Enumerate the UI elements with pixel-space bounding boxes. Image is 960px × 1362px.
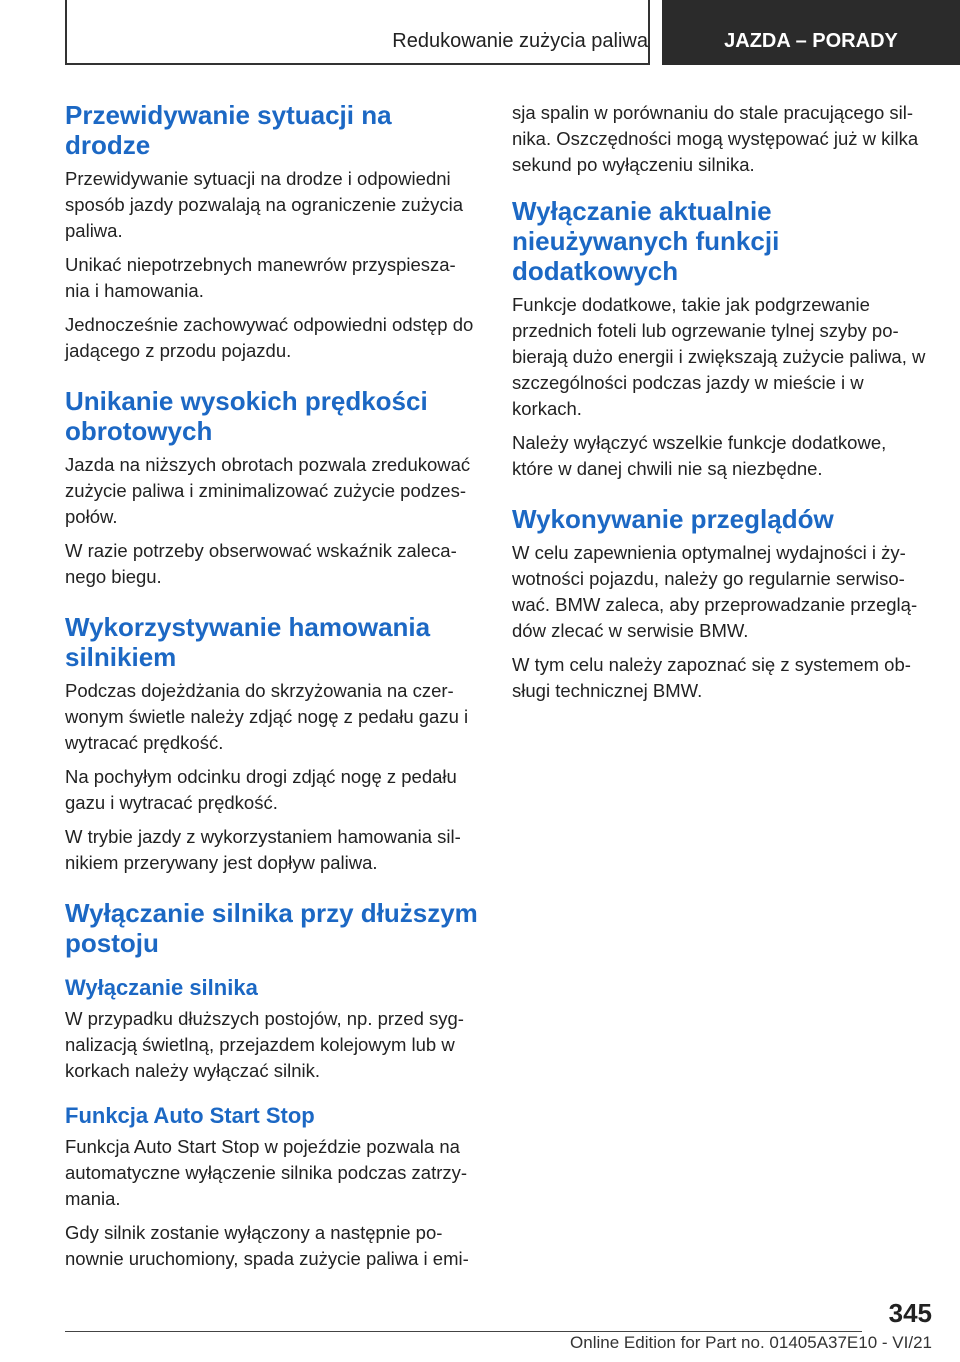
paragraph: Funkcja Auto Start Stop w pojeździe pozwala na automatyczne wyłączenie silnika podczas zatrzy-mania. <box>65 1136 468 1209</box>
subheading-auto-start-stop: Funkcja Auto Start Stop <box>65 1103 315 1128</box>
right-column <box>512 100 932 712</box>
paragraph: W tym celu należy zapoznać się z systemem ob-sługi technicznej BMW. <box>512 654 911 701</box>
paragraph: W razie potrzeby obserwować wskaźnik zaleca-nego biegu. <box>65 540 457 587</box>
paragraph: W celu zapewnienia optymalnej wydajności i ży-wotności pojazdu, należy go regularnie serwiso-wać. BMW zaleca, aby przeprowadzanie przeglą-dów zlecać w serwisie BMW. <box>512 542 918 641</box>
heading-engine-off: Wyłączanie silnika przy dłuższym postoju <box>65 898 478 958</box>
paragraph: Unikać niepotrzebnych manewrów przyspiesza-nia i hamowania. <box>65 254 456 301</box>
heading-high-rpm: Unikanie wysokich prędkości obrotowych <box>65 386 428 446</box>
heading-anticipation: Przewidywanie sytuacji na drodze <box>65 100 392 160</box>
chapter-label: JAZDA – PORADY <box>724 30 898 52</box>
header-section-title: Redukowanie zużycia paliwa <box>392 30 648 52</box>
paragraph: Na pochyłym odcinku drogi zdjąć nogę z pedału gazu i wytracać prędkość. <box>65 766 457 813</box>
footer-divider <box>65 1331 862 1332</box>
paragraph: Gdy silnik zostanie wyłączony a następnie po-nownie uruchomiony, spada zużycie paliwa i emi- <box>65 1222 469 1269</box>
page-number: 345 <box>888 1298 932 1328</box>
paragraph: Podczas dojeżdżania do skrzyżowania na czer-wonym świetle należy zdjąć nogę z pedału gazu i wytracać prędkość. <box>65 680 469 753</box>
paragraph: sja spalin w porównaniu do stale pracującego sil-nika. Oszczędności mogą występować już w kilka sekund po wyłączeniu silnika. <box>512 102 919 175</box>
paragraph: W przypadku dłuższych postojów, np. przed syg-nalizacją świetlną, przejazdem kolejowym lub w korkach należy wyłączać silnik. <box>65 1008 464 1081</box>
paragraph: Jazda na niższych obrotach pozwala zredukować zużycie paliwa i zminimalizować zużycie podzes-połów. <box>65 454 471 527</box>
paragraph: Przewidywanie sytuacji na drodze i odpowiedni sposób jazdy pozwalają na ograniczenie zużycia paliwa. <box>65 168 463 241</box>
heading-extra-functions: Wyłączanie aktualnie nieużywanych funkcji dodatkowych <box>512 196 780 286</box>
left-column <box>65 100 480 1280</box>
heading-service: Wykonywanie przeglądów <box>512 504 834 534</box>
header-chapter-tab <box>662 0 960 65</box>
heading-engine-braking: Wykorzystywanie hamowania silnikiem <box>65 612 431 672</box>
paragraph: Należy wyłączyć wszelkie funkcje dodatkowe, które w danej chwili nie są niezbędne. <box>512 432 887 479</box>
footer-edition: Online Edition for Part no. 01405A37E10 - VI/21 <box>570 1333 932 1352</box>
paragraph: Jednocześnie zachowywać odpowiedni odstęp do jadącego z przodu pojazdu. <box>65 314 474 361</box>
paragraph: W trybie jazdy z wykorzystaniem hamowania sil-nikiem przerywany jest dopływ paliwa. <box>65 826 461 873</box>
paragraph: Funkcje dodatkowe, takie jak podgrzewanie przednich foteli lub ogrzewanie tylnej szyby po-bierają dużo energii i zwiększają zużycie paliwa, w szczególności podczas jazdy w mieście i w korkach. <box>512 294 926 419</box>
subheading-engine-off: Wyłączanie silnika <box>65 975 258 1000</box>
